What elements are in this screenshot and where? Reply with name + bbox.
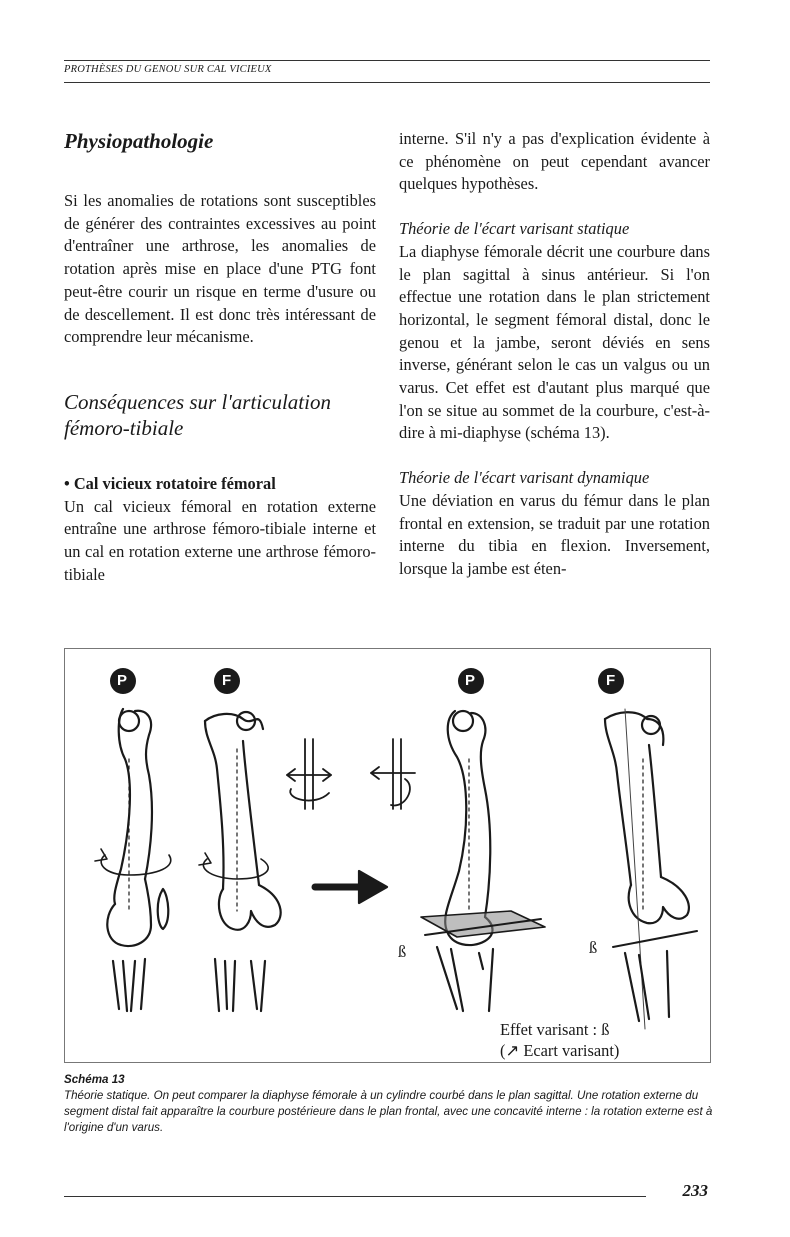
subsection-title: Conséquences sur l'articulation fémoro-tibiale — [64, 389, 331, 440]
section-title: Physiopathologie — [64, 129, 214, 153]
transition-arrow-icon — [315, 871, 387, 903]
bullet-paragraph: Un cal vicieux fémoral en rotation externe entraîne une arthrose fémoro-tibiale interne et un cal en rotation externe une arthrose fémoro-tibiale — [64, 496, 376, 584]
femur-frontal-left — [199, 712, 281, 1011]
angle-label-left: ß — [398, 942, 407, 961]
figure-caption — [64, 1072, 714, 1136]
continuation-paragraph: interne. S'il n'y a pas d'explication évidente à ce phénomène on peut cependant avancer quelques hypothèses. — [399, 129, 710, 194]
caption-text: Théorie statique. On peut comparer la diaphyse fémorale à un cylindre courbé dans le plan sagittal. Une rotation externe du segment distal fait apparaître la courbure postérieure dans le plan frontal, avec une concavité interne : la rotation externe est à l'origine d'un varus. — [64, 1089, 713, 1134]
badge-letter: F — [222, 672, 232, 689]
page-number: 233 — [682, 1181, 708, 1200]
left-column — [64, 128, 376, 586]
theory-dynamic-paragraph: Une déviation en varus du fémur dans le plan frontal en extension, se traduit par une rotation interne du tibia en flexion. Inversement, lorsque la jambe est éten- — [399, 490, 710, 578]
femur-sagittal-left — [95, 709, 171, 1011]
badge-letter: P — [117, 672, 128, 689]
femur-frontal-right — [605, 709, 697, 1029]
legend-gap: (↗ Ecart varisant) — [500, 1041, 620, 1060]
rotation-axis-symbols — [287, 739, 415, 809]
intro-paragraph: Si les anomalies de rotations sont susceptibles de générer des contraintes excessives au point d'entraîner une arthrose, les anomalies de rotation après mise en place d'une PTG font peut-être courir un risque en terme d'usure ou de descellement. Il est donc très intéressant de comprendre leur mécanisme. — [64, 191, 376, 347]
view-badges — [110, 668, 624, 694]
femur-sagittal-right — [421, 711, 545, 1011]
bullet-heading: • Cal vicieux rotatoire fémoral — [64, 473, 276, 493]
theory-static-heading: Théorie de l'écart varisant statique — [399, 219, 630, 239]
running-title: PROTHÈSES DU GENOU SUR CAL VICIEUX — [64, 64, 272, 75]
footer-rule — [64, 1196, 646, 1197]
arrow-icon: ↗ — [505, 1041, 520, 1060]
right-column — [399, 128, 710, 581]
header-rule-bottom — [64, 82, 710, 83]
theory-dynamic-heading: Théorie de l'écart varisant dynamique — [399, 468, 650, 488]
theory-static-paragraph: La diaphyse fémorale décrit une courbure dans le plan sagittal à sinus antérieur. Si l'on effectue une rotation dans le plan strictement horizontal, le segment fémoral distal, donc le genou et la jambe, seront déviés en sens inverse, générant selon le cas un valgus ou un varus. Cet effet est d'autant plus marqué que l'on se situe au sommet de la courbure, c'est-à-dire à mi-diaphyse (schéma 13). — [399, 241, 710, 443]
angle-label-right: ß — [589, 938, 598, 957]
header-rule-top — [64, 60, 710, 61]
badge-letter: P — [465, 672, 476, 689]
caption-title: Schéma 13 — [64, 1073, 125, 1086]
badge-letter: F — [606, 672, 616, 689]
femur-diagram — [65, 649, 710, 1062]
legend-effect: Effet varisant : ß — [500, 1020, 610, 1039]
schema-figure — [64, 648, 711, 1063]
